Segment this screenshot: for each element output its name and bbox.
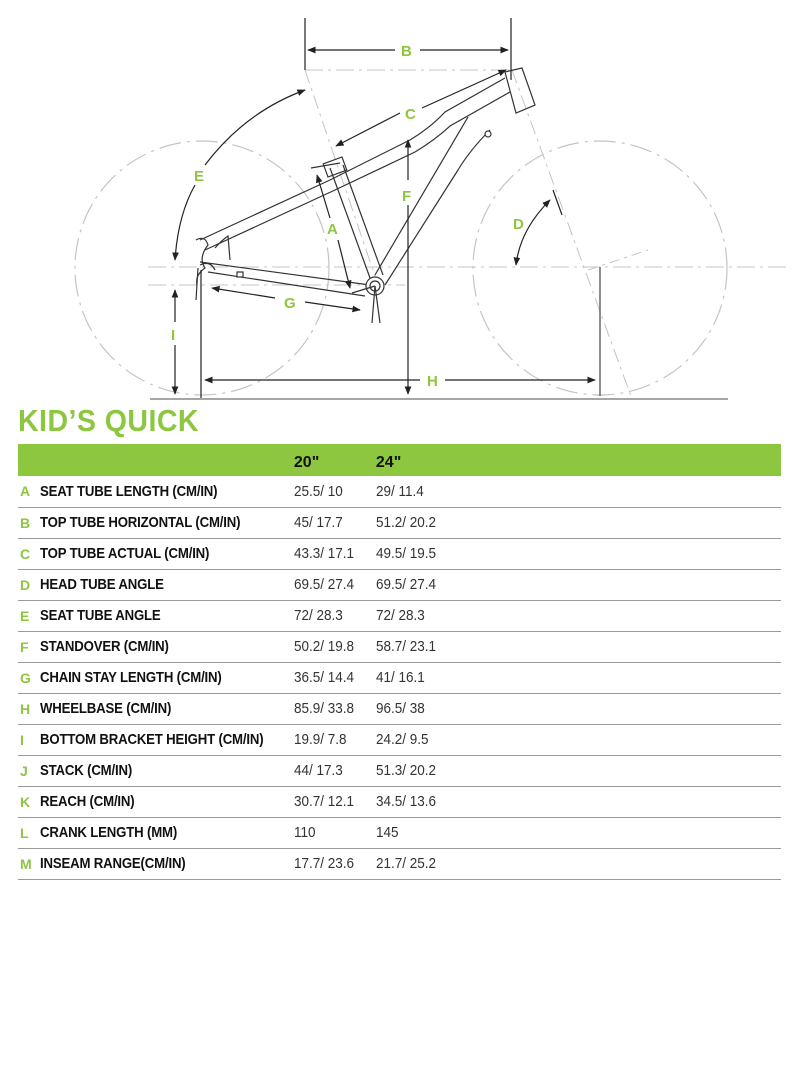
row-letter: E — [18, 600, 40, 631]
row-letter: B — [18, 507, 40, 538]
row-value-24: 21.7/ 25.2 — [375, 855, 436, 872]
row-letter: L — [18, 817, 40, 848]
table-row — [18, 693, 781, 724]
row-value-20: 45/ 17.7 — [293, 514, 343, 531]
row-value-24: 58.7/ 23.1 — [375, 638, 436, 655]
row-label: INSEAM RANGE(CM/IN) — [40, 855, 186, 872]
row-value-20-cell — [294, 631, 376, 662]
bike-geometry-diagram — [0, 0, 800, 405]
row-label-cell — [40, 507, 294, 538]
row-value-24-cell — [376, 848, 781, 879]
row-value-24: 41/ 16.1 — [375, 669, 425, 686]
row-label: REACH (CM/IN) — [40, 793, 135, 810]
row-label-cell — [40, 724, 294, 755]
table-row — [18, 817, 781, 848]
row-value-24: 24.2/ 9.5 — [375, 731, 429, 748]
row-label-cell — [40, 600, 294, 631]
dim-label-h: H — [427, 373, 438, 390]
row-value-24-cell — [376, 538, 781, 569]
dim-label-i: I — [171, 327, 176, 344]
row-value-24: 96.5/ 38 — [375, 700, 425, 717]
row-label-cell — [40, 848, 294, 879]
row-label-cell — [40, 662, 294, 693]
row-value-20: 30.7/ 12.1 — [293, 793, 354, 810]
row-value-20-cell — [294, 662, 376, 693]
row-value-24-cell — [376, 507, 781, 538]
row-value-24-cell — [376, 569, 781, 600]
row-letter: A — [18, 476, 40, 507]
row-letter: G — [18, 662, 40, 693]
row-value-20: 69.5/ 27.4 — [293, 576, 354, 593]
row-value-20: 19.9/ 7.8 — [293, 731, 347, 748]
row-label: CRANK LENGTH (MM) — [40, 824, 178, 841]
table-row — [18, 476, 781, 507]
table-row — [18, 724, 781, 755]
row-label: BOTTOM BRACKET HEIGHT (CM/IN) — [40, 731, 264, 748]
row-value-24: 69.5/ 27.4 — [375, 576, 436, 593]
dim-label-c: C — [405, 106, 416, 123]
row-value-24-cell — [376, 476, 781, 507]
table-row — [18, 600, 781, 631]
row-label-cell — [40, 631, 294, 662]
row-value-20-cell — [294, 538, 376, 569]
table-row — [18, 786, 781, 817]
row-label-cell — [40, 817, 294, 848]
row-value-24: 29/ 11.4 — [375, 482, 424, 500]
header-size-20: 20" — [293, 454, 320, 471]
row-value-24: 51.3/ 20.2 — [375, 762, 436, 779]
row-label: TOP TUBE ACTUAL (CM/IN) — [40, 545, 210, 562]
row-label-cell — [40, 786, 294, 817]
row-value-24-cell — [376, 600, 781, 631]
row-label: TOP TUBE HORIZONTAL (CM/IN) — [40, 514, 241, 531]
row-value-20-cell — [294, 817, 376, 848]
table-row — [18, 631, 781, 662]
row-value-20-cell — [294, 507, 376, 538]
table-header-row — [18, 444, 781, 476]
row-letter: J — [18, 755, 40, 786]
table-row — [18, 569, 781, 600]
dim-label-f: F — [402, 188, 412, 205]
row-value-24: 72/ 28.3 — [375, 607, 425, 624]
row-value-24-cell — [376, 786, 781, 817]
model-title: KID’S QUICK — [18, 403, 199, 438]
row-label: STACK (CM/IN) — [40, 762, 133, 779]
header-size-24: 24" — [375, 454, 402, 471]
row-letter: H — [18, 693, 40, 724]
row-value-20-cell — [294, 724, 376, 755]
dim-label-e: E — [194, 168, 205, 185]
row-label-cell — [40, 476, 294, 507]
table-row — [18, 507, 781, 538]
row-label: WHEELBASE (CM/IN) — [40, 700, 172, 717]
row-value-24-cell — [376, 631, 781, 662]
row-value-24: 145 — [375, 824, 399, 841]
row-label-cell — [40, 538, 294, 569]
row-value-24-cell — [376, 724, 781, 755]
row-label-cell — [40, 693, 294, 724]
row-value-20: 36.5/ 14.4 — [293, 669, 354, 686]
row-value-24-cell — [376, 693, 781, 724]
row-value-20: 43.3/ 17.1 — [293, 545, 354, 562]
row-letter: M — [18, 848, 40, 879]
row-letter: I — [18, 724, 40, 755]
row-value-20: 110 — [293, 824, 316, 841]
header-letter-cell — [18, 444, 40, 476]
row-value-20: 25.5/ 10 — [293, 482, 343, 500]
dim-label-d: D — [513, 216, 524, 233]
row-value-24: 49.5/ 19.5 — [375, 545, 436, 562]
dim-label-b: B — [401, 43, 412, 60]
table-row — [18, 662, 781, 693]
row-value-24-cell — [376, 817, 781, 848]
row-letter: D — [18, 569, 40, 600]
row-label: CHAIN STAY LENGTH (CM/IN) — [40, 669, 222, 686]
row-label: STANDOVER (CM/IN) — [40, 638, 169, 655]
row-label-cell — [40, 569, 294, 600]
row-value-20-cell — [294, 569, 376, 600]
row-value-20-cell — [294, 693, 376, 724]
row-letter: K — [18, 786, 40, 817]
geometry-table — [18, 444, 781, 880]
row-value-20-cell — [294, 848, 376, 879]
row-value-20: 72/ 28.3 — [293, 607, 343, 624]
table-row — [18, 538, 781, 569]
row-value-20: 17.7/ 23.6 — [293, 855, 354, 872]
row-value-24: 34.5/ 13.6 — [375, 793, 436, 810]
table-row — [18, 755, 781, 786]
row-letter: C — [18, 538, 40, 569]
header-name-cell — [40, 444, 294, 476]
row-value-20: 44/ 17.3 — [293, 762, 343, 779]
row-label: HEAD TUBE ANGLE — [40, 576, 164, 593]
row-value-20-cell — [294, 786, 376, 817]
row-value-20: 50.2/ 19.8 — [293, 638, 354, 655]
row-value-20-cell — [294, 755, 376, 786]
row-value-20-cell — [294, 476, 376, 507]
dim-label-g: G — [284, 295, 296, 312]
row-value-24-cell — [376, 755, 781, 786]
row-label: SEAT TUBE LENGTH (CM/IN) — [40, 482, 218, 500]
row-label: SEAT TUBE ANGLE — [40, 607, 161, 624]
table-row — [18, 848, 781, 879]
row-value-20-cell — [294, 600, 376, 631]
row-label-cell — [40, 755, 294, 786]
row-value-20: 85.9/ 33.8 — [293, 700, 354, 717]
dim-label-a: A — [327, 221, 338, 238]
row-value-24-cell — [376, 662, 781, 693]
row-letter: F — [18, 631, 40, 662]
row-value-24: 51.2/ 20.2 — [375, 514, 436, 531]
